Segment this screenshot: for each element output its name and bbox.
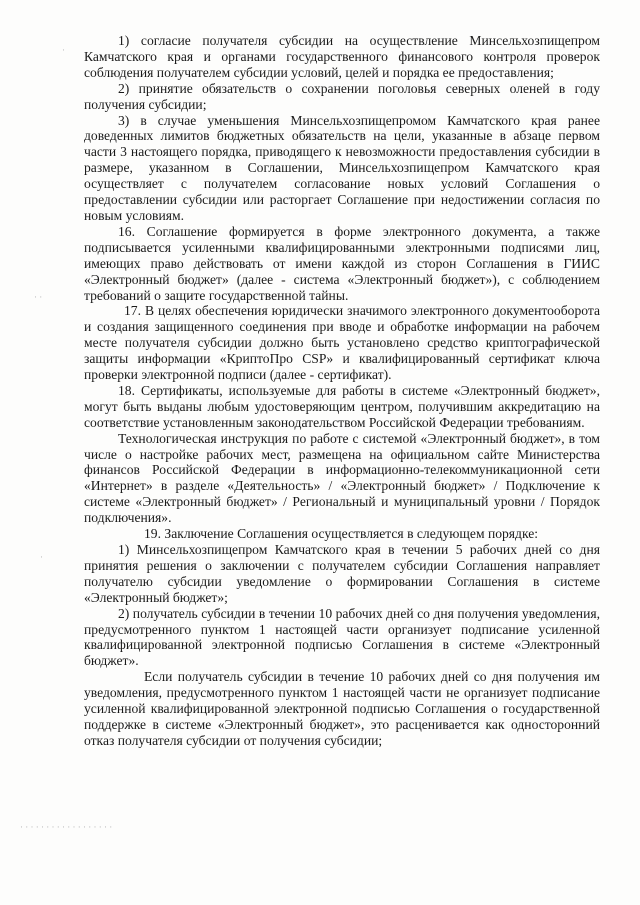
paragraph-limits-reduction: 3) в случае уменьшения Минсельхозпищепромом Камчатского края ранее доведенных лимитов бюджетных обязательств на цели, указанные в абзаце первом части 3 настоящего порядка, приводящего к невозможности предоставления субсидии в размере, указанном в Соглашении, Минсельхозпищепром Камчатского края осуществляет с получателем согласование новых условий Соглашения о предоставлении субсидии или расторгает Соглашение при недостижении согласия по новым условиям. (84, 112, 600, 223)
paragraph-refusal: Если получатель субсидии в течение 10 рабочих дней со дня получения им уведомления, предусмотренного пунктом 1 настоящей части не организует подписание усиленной квалифицированной электронной подписью Соглашения о государственной поддержке в системе «Электронный бюджет», это расценивается как односторонний отказ получателя субсидии от получения субсидии; (84, 669, 600, 748)
paragraph-16: 16. Соглашение формируется в форме электронного документа, а также подписывается усиленными квалифицированными электронными подписями лиц, имеющих право действовать от имени каждой из сторон Соглашения в ГИИС «Электронный бюджет» (далее - система «Электронный бюджет»), с соблюдением требований о защите государственной тайны. (84, 223, 600, 303)
scan-artifact-top: · (62, 45, 65, 55)
paragraph-17: 17. В целях обеспечения юридически значимого электронного документооборота и создания защищенного соединения при вводе и обработке информации на рабочем месте получателя субсидии должно быть установлено средство криптографической защиты информации «КриптоПро CSP» и квалифицированный сертификат ключа проверки электронной подписи (далее - сертификат). (84, 303, 600, 383)
scan-artifact-left: · · (34, 292, 43, 302)
paragraph-reindeer-obligation: 2) принятие обязательств о сохранении поголовья северных оленей в году получения субсидии; (84, 80, 600, 112)
paragraph-19-item-2: 2) получатель субсидии в течении 10 рабочих дней со дня получения уведомления, предусмотренного пунктом 1 настоящей части организует подписание усиленной квалифицированной электронной подписью Соглашения в системе «Электронный бюджет». (84, 605, 600, 669)
paragraph-consent: 1) согласие получателя субсидии на осуществление Минсельхозпищепром Камчатского края и органами государственного финансового контроля проверок соблюдения получателем субсидии условий, целей и порядка ее предоставления; (84, 33, 600, 80)
scan-artifact-left-lower: · (40, 552, 43, 562)
document-body (84, 33, 600, 749)
paragraph-18: 18. Сертификаты, используемые для работы в системе «Электронный бюджет», могут быть выданы любым удостоверяющим центром, получившим аккредитацию на соответствие установленным законодательством Российской Федерации требованиям. (84, 382, 600, 430)
paragraph-19: 19. Заключение Соглашения осуществляется в следующем порядке: (144, 526, 539, 542)
paragraph-19-item-1: 1) Минсельхозпищепром Камчатского края в течении 5 рабочих дней со дня принятия решения о заключении с получателем субсидии Соглашения направляет получателю субсидии уведомление о формировании Соглашения в системе «Электронный бюджет»; (84, 542, 600, 605)
paragraph-tech-instruction: Технологическая инструкция по работе с системой «Электронный бюджет», в том числе о настройке рабочих мест, размещена на официальном сайте Министерства финансов Российской Федерации в информационно-телекоммуникационной сети «Интернет» в разделе «Деятельность» / «Электронный бюджет» / Подключение к системе «Электронный бюджет» / Региональный и муниципальный уровни / Порядок подключения». (84, 430, 600, 526)
scan-artifact-bottom: · · · · · · · · · · · · · · · · · · (20, 822, 113, 832)
